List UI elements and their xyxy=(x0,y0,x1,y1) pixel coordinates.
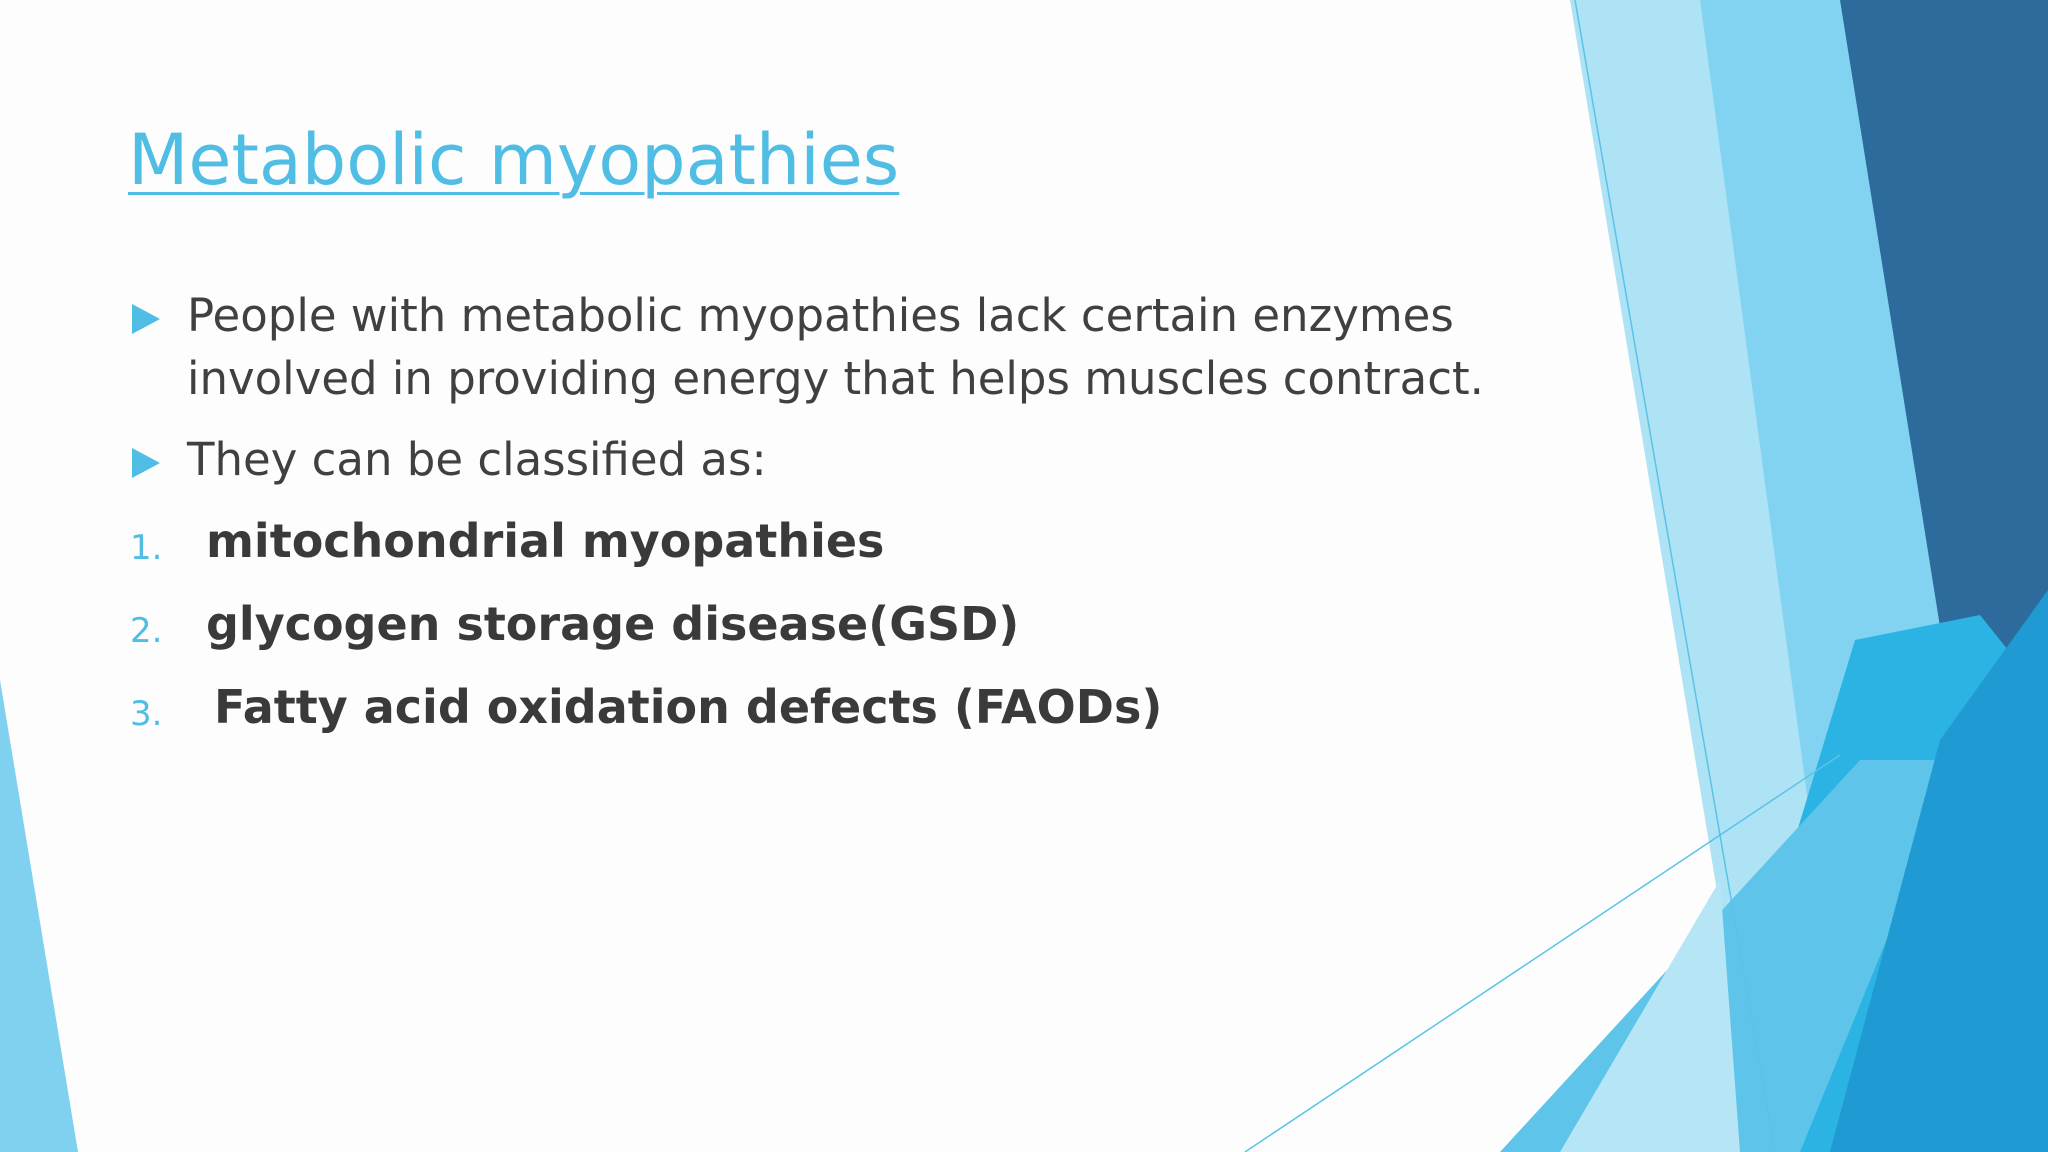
bullet-text: They can be classified as: xyxy=(187,433,767,486)
bullet-text: People with metabolic myopathies lack certain enzymes involved in providing energy that helps muscles contract. xyxy=(187,289,1484,405)
list-number: 3. xyxy=(130,694,163,734)
triangle-bullet-icon xyxy=(132,448,160,478)
triangle-bullet-icon xyxy=(132,304,160,334)
bullet-list xyxy=(128,284,1528,491)
deco-left-sliver xyxy=(0,680,78,1152)
list-number: 2. xyxy=(130,611,163,651)
list-number: 1. xyxy=(130,528,163,568)
list-item-text: Fatty acid oxidation defects (FAODs) xyxy=(214,680,1163,734)
deco-bottom-pale-facet xyxy=(1560,880,1740,1152)
list-item-text: glycogen storage disease(GSD) xyxy=(206,597,1020,651)
bullet-item xyxy=(128,428,1528,491)
slide-title: Metabolic myopathies xyxy=(128,119,900,201)
list-item-text: mitochondrial myopathies xyxy=(206,514,885,568)
bullet-item xyxy=(128,284,1528,410)
